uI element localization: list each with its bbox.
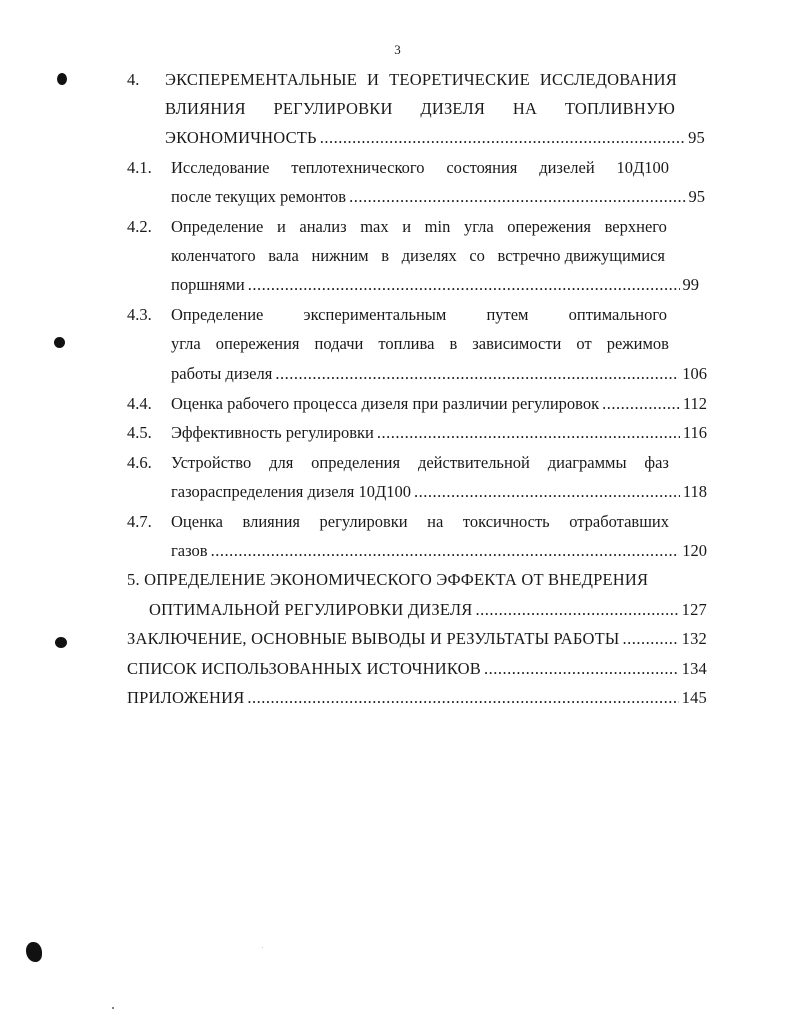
word: верхнего [604, 217, 667, 236]
word: вала [268, 246, 299, 265]
toc-page: 95 [688, 128, 705, 147]
word: И [367, 70, 380, 89]
leader-dots [377, 423, 680, 443]
word: влияния [242, 512, 301, 531]
word: определения [311, 453, 401, 472]
toc-entry-4-2-line3 [171, 275, 699, 295]
toc-page: 95 [688, 187, 705, 206]
word: опережения [215, 334, 300, 353]
toc-number: 4.7. [127, 512, 152, 531]
toc-page: 134 [681, 659, 707, 678]
leader-dots [248, 275, 680, 295]
toc-number: 4.4. [127, 394, 152, 413]
word: Определение [171, 217, 264, 236]
word: дизелей [539, 158, 595, 177]
punch-hole-mark [57, 73, 67, 85]
toc-page: 112 [682, 394, 707, 413]
word: 10Д100 [616, 158, 669, 177]
toc-title: газов [171, 541, 208, 560]
leader-dots [476, 600, 679, 620]
toc-entry-4-3-line3 [171, 364, 707, 384]
word: фаз [644, 453, 669, 472]
toc-entry-appendix [127, 688, 707, 708]
toc-entry-4-2-line1 [171, 217, 667, 237]
toc-page: 116 [682, 423, 707, 442]
toc-page: 145 [681, 688, 707, 707]
word: подачи [314, 334, 364, 353]
toc-entry-4-1-line1 [171, 158, 669, 178]
page-number: 3 [394, 42, 401, 57]
word: в [381, 246, 390, 265]
word: отработавших [569, 512, 669, 531]
word: угла [171, 334, 201, 353]
toc-entry-4-6-line2 [171, 482, 707, 502]
toc-title: Оценка рабочего процесса дизеля при различии регулировок [171, 394, 600, 413]
word: зависимости [472, 334, 562, 353]
leader-dots [275, 364, 679, 384]
word: Устройство [171, 453, 252, 472]
toc-title: газораспределения дизеля 10Д100 [171, 482, 412, 501]
punch-hole-mark [54, 337, 65, 348]
scan-speck [262, 947, 263, 948]
toc-number: 4.3. [127, 305, 152, 324]
toc-entry-sources [127, 659, 707, 679]
word: встречно движущимися [497, 246, 665, 265]
word: и [402, 217, 412, 236]
toc-title: СПИСОК ИСПОЛЬЗОВАННЫХ ИСТОЧНИКОВ [127, 659, 481, 678]
toc-entry-4-5 [171, 423, 707, 443]
word: ИССЛЕДОВАНИЯ [539, 70, 677, 89]
toc-number: 4.1. [127, 158, 152, 177]
leader-dots [349, 187, 685, 207]
word: на [427, 512, 444, 531]
word: ТОПЛИВНУЮ [564, 99, 675, 118]
toc-title: работы дизеля [171, 364, 273, 383]
toc-title: ПРИЛОЖЕНИЯ [127, 688, 245, 707]
toc-title: поршнями [171, 275, 245, 294]
toc-page: 99 [682, 275, 699, 294]
word: действительной [417, 453, 530, 472]
word: теплотехнического [291, 158, 425, 177]
toc-entry-4-7-line2 [171, 541, 707, 561]
toc-entry-4-2-line2 [171, 246, 665, 266]
toc-number: 4. [127, 70, 140, 89]
toc-entry-5-line1: 5. ОПРЕДЕЛЕНИЕ ЭКОНОМИЧЕСКОГО ЭФФЕКТА ОТ ВНЕДРЕНИЯ [127, 570, 649, 589]
toc-entry-4-7-line1 [171, 512, 669, 532]
word: анализ [299, 217, 347, 236]
word: от [576, 334, 592, 353]
word: НА [512, 99, 538, 118]
word: диаграммы [547, 453, 627, 472]
word: нижним [311, 246, 369, 265]
toc-entry-4-4 [171, 394, 707, 414]
word: топлива [378, 334, 435, 353]
toc-page: 120 [682, 541, 707, 560]
scan-speck [112, 1007, 114, 1009]
word: дизелях [401, 246, 457, 265]
word: коленчатого [171, 246, 256, 265]
toc-page: 127 [681, 600, 707, 619]
toc-entry-5-line2 [149, 600, 707, 620]
word: токсичность [462, 512, 550, 531]
toc-entry-conclusion [127, 629, 707, 649]
leader-dots [622, 629, 678, 649]
toc-entry-4-3-line2 [171, 334, 669, 354]
toc-entry-4-line2 [165, 99, 675, 119]
toc-entry-4-6-line1 [171, 453, 669, 473]
leader-dots [320, 128, 685, 148]
toc-entry-4-line3 [165, 128, 705, 148]
word: режимов [606, 334, 669, 353]
word: Исследование [171, 158, 270, 177]
word: ЭКСПЕРЕМЕНТАЛЬНЫЕ [165, 70, 358, 89]
word: ДИЗЕЛЯ [420, 99, 486, 118]
word: угла [463, 217, 494, 236]
leader-dots [484, 659, 679, 679]
word: min [424, 217, 451, 236]
word: Определение [171, 305, 264, 324]
toc-page: 132 [681, 629, 707, 648]
toc-title: Эффективность регулировки [171, 423, 374, 442]
toc-title: ЗАКЛЮЧЕНИЕ, ОСНОВНЫЕ ВЫВОДЫ И РЕЗУЛЬТАТЫ РАБОТЫ [127, 629, 620, 648]
word: max [360, 217, 389, 236]
toc-number: 4.5. [127, 423, 152, 442]
leader-dots [247, 688, 678, 708]
word: ВЛИЯНИЯ [165, 99, 246, 118]
word: оптимального [568, 305, 667, 324]
toc-title: ЭКОНОМИЧНОСТЬ [165, 128, 317, 147]
toc-number: 4.2. [127, 217, 152, 236]
word: Оценка [171, 512, 223, 531]
punch-hole-mark [55, 637, 67, 648]
word: для [269, 453, 294, 472]
word: РЕГУЛИРОВКИ [273, 99, 393, 118]
word: со [469, 246, 485, 265]
word: путем [486, 305, 529, 324]
word: состояния [446, 158, 518, 177]
word: и [276, 217, 286, 236]
toc-entry-4-3-line1 [171, 305, 667, 325]
toc-page: 118 [682, 482, 707, 501]
word: в [449, 334, 458, 353]
toc-entry-4-line1 [165, 70, 677, 90]
punch-hole-mark [26, 942, 42, 962]
toc-title: ОПТИМАЛЬНОЙ РЕГУЛИРОВКИ ДИЗЕЛЯ [149, 600, 473, 619]
toc-number: 4.6. [127, 453, 152, 472]
toc-entry-4-1-line2 [171, 187, 705, 207]
leader-dots [211, 541, 680, 561]
word: опережения [507, 217, 592, 236]
word: ТЕОРЕТИЧЕСКИЕ [389, 70, 530, 89]
leader-dots [602, 394, 680, 414]
leader-dots [414, 482, 680, 502]
word: регулировки [319, 512, 408, 531]
toc-page: 106 [682, 364, 707, 383]
word: экспериментальным [303, 305, 447, 324]
toc-title: после текущих ремонтов [171, 187, 347, 206]
